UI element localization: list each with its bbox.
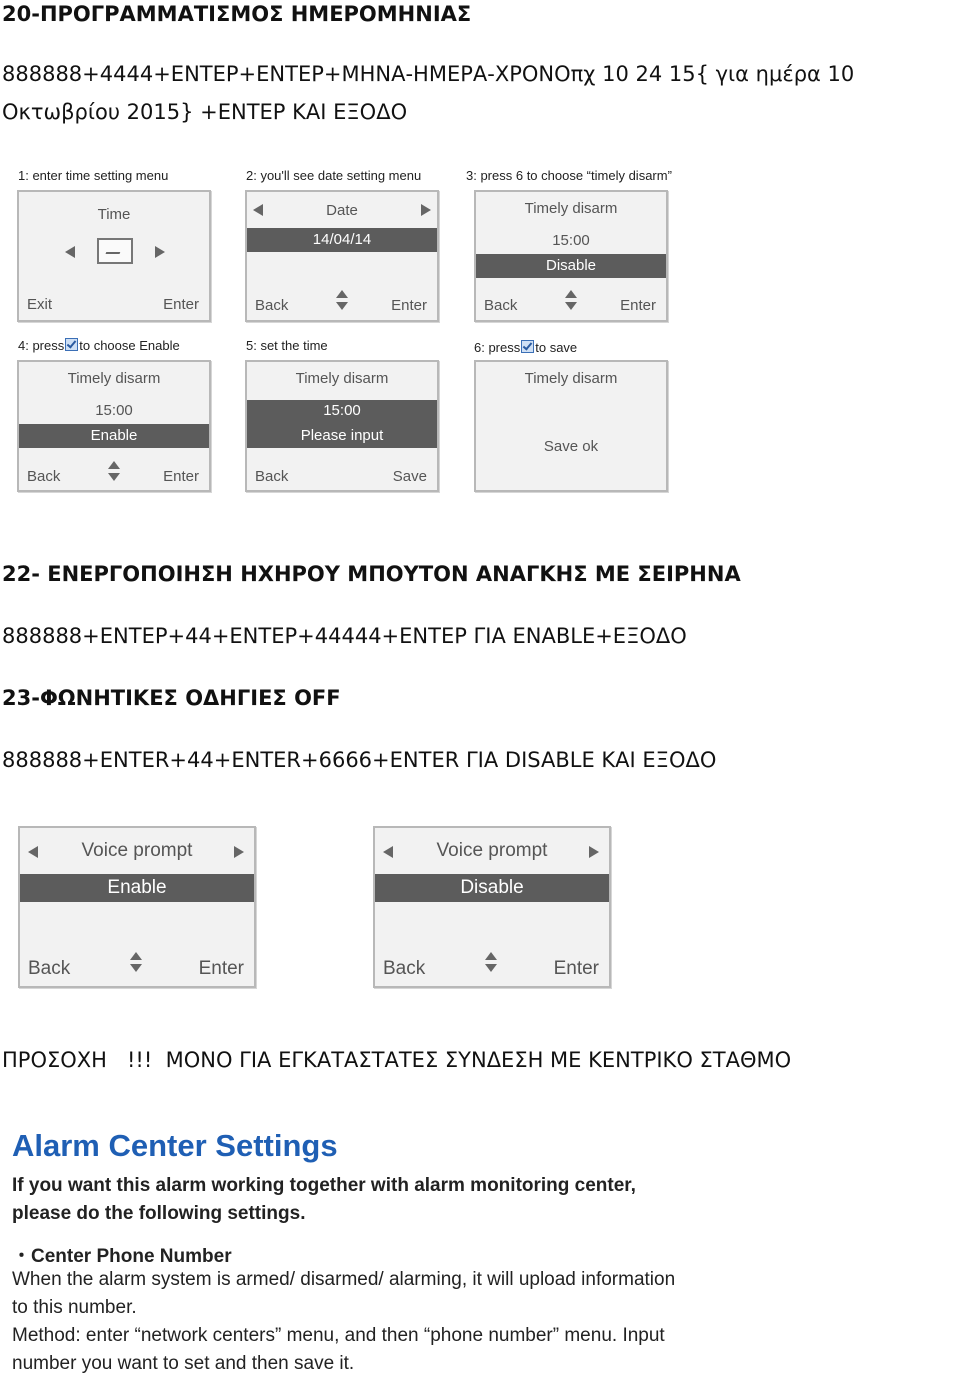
screen-title: Voice prompt xyxy=(436,840,548,861)
alarm-method-line2: number you want to set and then save it. xyxy=(12,1353,355,1374)
screen-title: Timely disarm xyxy=(67,370,161,387)
back-softkey: Back xyxy=(28,958,71,979)
clock-icon xyxy=(97,238,133,264)
section-23-title: 23-ΦΩΝΗΤΙΚΕΣ ΟΔΗΓΙΕΣ OFF xyxy=(2,686,341,710)
enter-softkey: Enter xyxy=(391,297,427,314)
right-arrow-icon xyxy=(155,246,165,258)
alarm-intro-line2: please do the following settings. xyxy=(12,1203,306,1224)
save-softkey: Save xyxy=(392,468,427,485)
step-6-caption-b: to save xyxy=(535,340,578,355)
step-6-caption-a: 6: press xyxy=(474,340,521,355)
step-1-caption: 1: enter time setting menu xyxy=(18,168,169,183)
left-arrow-icon xyxy=(65,246,75,258)
screen-title: Voice prompt xyxy=(81,840,193,861)
alarm-intro-line1: If you want this alarm working together with alarm monitoring center, xyxy=(12,1175,636,1196)
enter-softkey: Enter xyxy=(163,296,199,313)
step-3-caption: 3: press 6 to choose “timely disarm” xyxy=(466,168,672,183)
back-softkey: Back xyxy=(255,297,289,314)
step-2-caption: 2: you'll see date setting menu xyxy=(246,168,422,183)
checkbox-icon xyxy=(65,338,78,351)
time-value: 15:00 xyxy=(95,402,133,419)
section-22-title: 22- ΕΝΕΡΓΟΠΟΙΗΣΗ ΗΧΗΡΟΥ ΜΠΟΥΤΟΝ ΑΝΑΓΚΗΣ ΜΕ ΣΕΙΡΗΝΑ xyxy=(2,562,741,586)
screen-voice-prompt-disable xyxy=(373,826,611,988)
back-softkey: Back xyxy=(255,468,289,485)
installer-warning: ΠΡΟΣΟΧΗ !!! ΜΟΝΟ ΓΙΑ ΕΓΚΑΤΑΣΤΑΤΕΣ ΣΥΝΔΕΣΗ ΜΕ ΚΕΝΤΡΙΚΟ ΣΤΑΘΜΟ xyxy=(2,1048,792,1072)
section-20-line1: 888888+4444+ΕΝΤΕΡ+ΕΝΤΕΡ+ΜΗΝΑ-ΗΜΕΡΑ-ΧΡΟΝΟπχ 10 24 15{ για ημέρα 10 xyxy=(2,62,855,86)
screen-title: Time xyxy=(97,206,131,223)
screen-voice-prompt-enable xyxy=(18,826,256,988)
center-phone-heading: ・Center Phone Number xyxy=(12,1246,232,1267)
screen-title: Timely disarm xyxy=(524,200,618,217)
section-23-line: 888888+ENTER+44+ENTER+6666+ENTER ΓΙΑ DISABLE ΚΑΙ ΕΞΟΔΟ xyxy=(2,748,717,772)
back-softkey: Back xyxy=(383,958,426,979)
step-4-caption xyxy=(18,338,180,353)
back-softkey: Back xyxy=(484,297,518,314)
enable-option: Enable xyxy=(20,874,254,902)
back-softkey: Back xyxy=(27,468,61,485)
exit-softkey: Exit xyxy=(27,296,53,313)
screen-timely-disarm-enable xyxy=(17,360,211,492)
enter-softkey: Enter xyxy=(553,958,599,979)
section-20-line2: Οκτωβρίου 2015} +ΕΝΤΕΡ ΚΑΙ ΕΞΟΔΟ xyxy=(2,100,408,124)
time-value: 15:00 xyxy=(323,402,361,419)
screen-timely-disarm-disable xyxy=(474,190,668,322)
alarm-method-line1: Method: enter “network centers” menu, and then “phone number” menu. Input xyxy=(12,1325,665,1346)
disable-option: Disable xyxy=(375,874,609,902)
step-4-caption-a: 4: press xyxy=(18,338,65,353)
alarm-desc-line2: to this number. xyxy=(12,1297,137,1318)
save-ok-text: Save ok xyxy=(543,438,599,455)
screen-save-ok xyxy=(474,360,668,492)
time-value: 15:00 xyxy=(552,232,590,249)
section-22-line: 888888+ΕΝΤΕΡ+44+ΕΝΤΕΡ+44444+ΕΝΤΕΡ ΓΙΑ ENABLE+ΕΞΟΔΟ xyxy=(2,624,687,648)
section-20-title: 20-ΠΡΟΓΡΑΜΜΑΤΙΣΜΟΣ ΗΜΕΡΟΜΗΝΙΑΣ xyxy=(2,2,472,26)
screen-timely-disarm-input xyxy=(245,360,439,492)
input-band xyxy=(247,400,437,448)
please-input-text: Please input xyxy=(300,427,384,444)
enter-softkey: Enter xyxy=(198,958,244,979)
enter-softkey: Enter xyxy=(163,468,199,485)
disable-option: Disable xyxy=(476,254,666,278)
alarm-desc-line1: When the alarm system is armed/ disarmed/ alarming, it will upload information xyxy=(12,1269,676,1290)
enable-option: Enable xyxy=(19,424,209,448)
checkbox-icon xyxy=(521,340,534,353)
screen-title: Timely disarm xyxy=(295,370,389,387)
alarm-center-title: Alarm Center Settings xyxy=(12,1128,338,1163)
screen-title: Timely disarm xyxy=(524,370,618,387)
enter-softkey: Enter xyxy=(620,297,656,314)
step-5-caption: 5: set the time xyxy=(246,338,328,353)
screen-date xyxy=(245,190,439,322)
screen-time xyxy=(17,190,211,322)
date-value: 14/04/14 xyxy=(247,228,437,252)
screen-title: Date xyxy=(326,202,358,219)
step-4-caption-b: to choose Enable xyxy=(79,338,180,353)
step-6-caption xyxy=(474,340,577,355)
